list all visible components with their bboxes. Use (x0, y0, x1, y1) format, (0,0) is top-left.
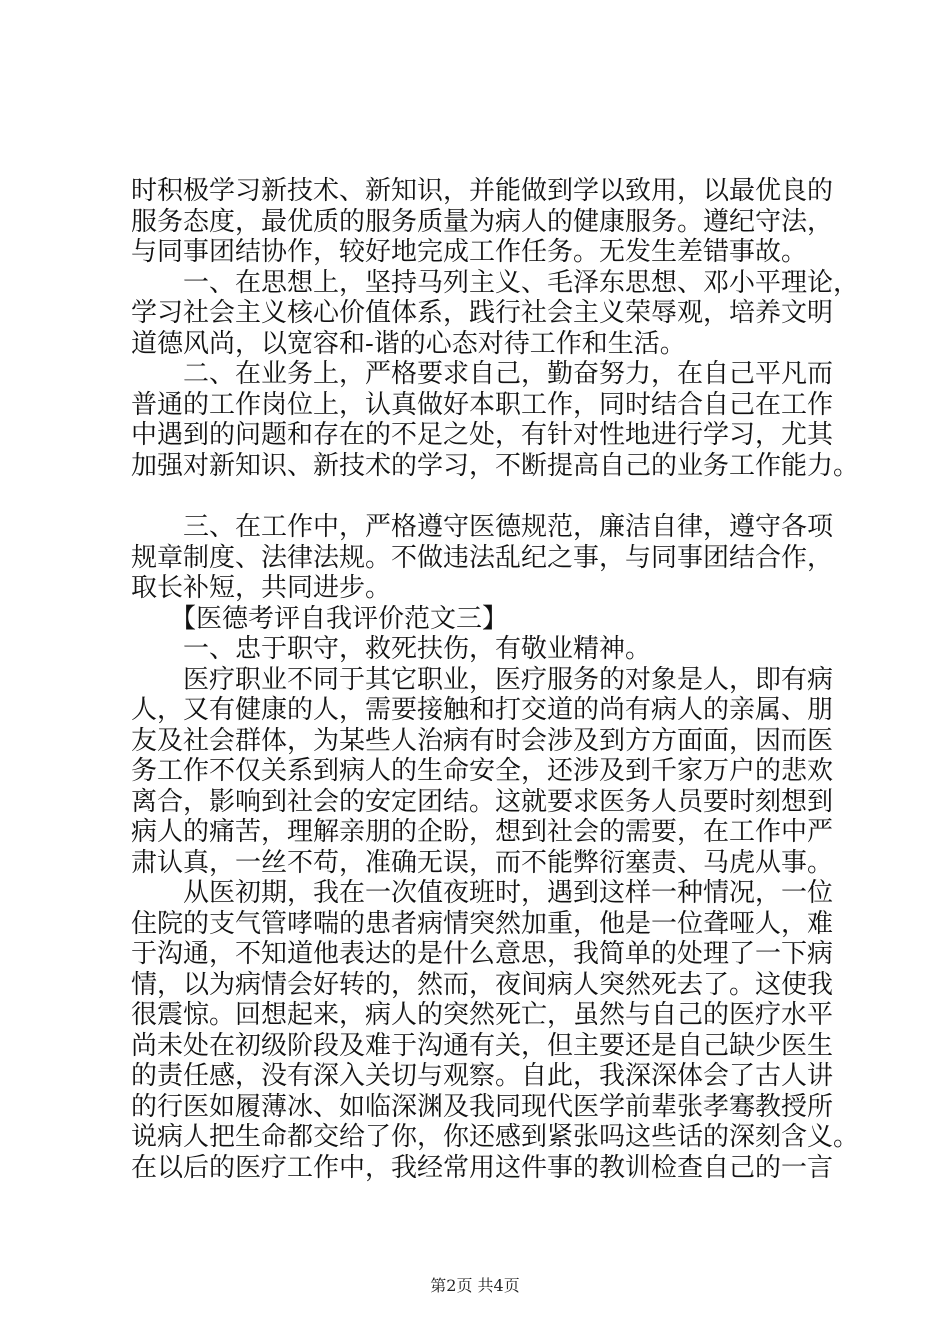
text-line: 医疗职业不同于其它职业，医疗服务的对象是人，即有病 (131, 664, 834, 695)
paragraph-gap (131, 481, 851, 512)
text-line: 情，以为病情会好转的，然而，夜间病人突然死去了。这使我 (131, 969, 834, 1000)
text-line: 很震惊。回想起来，病人的突然死亡，虽然与自己的医疗水平 (131, 1000, 834, 1030)
text-line: 取长补短，共同进步。 (131, 573, 392, 603)
text-line: 说病人把生命都交给了你，你还感到紧张吗这些话的深刻含义。 (131, 1122, 860, 1152)
text-line: 普通的工作岗位上，认真做好本职工作，同时结合自己在工作 (131, 389, 834, 420)
text-line: 人，又有健康的人，需要接触和打交道的尚有病人的亲属、朋 (131, 695, 834, 725)
text-line: 与同事团结协作，较好地完成工作任务。无发生差错事故。 (131, 237, 808, 267)
text-line: 加强对新知识、新技术的学习，不断提高自己的业务工作能力。 (131, 450, 860, 481)
text-line: 道德风尚，以宽容和-谐的心态对待工作和生活。 (131, 328, 686, 359)
paragraph-block-b (131, 512, 860, 1183)
text-line: 时积极学习新技术、新知识，并能做到学以致用，以最优良的 (131, 176, 834, 206)
text-line: 肃认真，一丝不苟，准确无误，而不能弊衍塞责、马虎从事。 (131, 847, 834, 878)
text-line: 离合，影响到社会的安定团结。这就要求医务人员要时刻想到 (131, 786, 834, 817)
text-line: 中遇到的问题和存在的不足之处，有针对性地进行学习，尤其 (131, 420, 834, 450)
text-line: 三、在工作中，严格遵守医德规范，廉洁自律，遵守各项 (131, 512, 834, 542)
text-line: 务工作不仅关系到病人的生命安全，还涉及到千家万户的悲欢 (131, 756, 834, 786)
text-line: 服务态度，最优质的服务质量为病人的健康服务。遵纪守法， (131, 206, 834, 237)
text-line: 的行医如履薄冰、如临深渊及我同现代医学前辈张孝骞教授所 (131, 1091, 834, 1122)
text-line: 学习社会主义核心价值体系，践行社会主义荣辱观，培养文明 (131, 298, 834, 328)
text-line: 规章制度、法律法规。不做违法乱纪之事，与同事团结合作， (131, 542, 834, 573)
text-line: 从医初期，我在一次值夜班时，遇到这样一种情况，一位 (131, 878, 834, 908)
section-heading: 【医德考评自我评价范文三】 (131, 603, 509, 634)
text-line: 友及社会群体，为某些人治病有时会涉及到方方面面，因而医 (131, 725, 834, 756)
text-line: 尚未处在初级阶段及难于沟通有关，但主要还是自己缺少医生 (131, 1030, 834, 1061)
text-line: 一、在思想上，坚持马列主义、毛泽东思想、邓小平理论， (131, 267, 860, 298)
text-line: 的责任感，没有深入关切与观察。自此，我深深体会了古人讲 (131, 1061, 834, 1091)
text-line: 住院的支气管哮喘的患者病情突然加重，他是一位聋哑人，难 (131, 908, 834, 939)
text-line: 病人的痛苦，理解亲朋的企盼，想到社会的需要，在工作中严 (131, 817, 834, 847)
text-line: 二、在业务上，严格要求自己，勤奋努力，在自己平凡而 (131, 359, 834, 389)
text-line: 在以后的医疗工作中，我经常用这件事的教训检查自己的一言 (131, 1152, 834, 1183)
document-body (131, 176, 860, 1183)
text-line: 一、忠于职守，救死扶伤，有敬业精神。 (131, 634, 652, 664)
paragraph-block-a (131, 176, 860, 481)
text-line: 于沟通，不知道他表达的是什么意思，我简单的处理了一下病 (131, 939, 834, 969)
page-number-footer: 第2页 共4页 (430, 1276, 520, 1295)
